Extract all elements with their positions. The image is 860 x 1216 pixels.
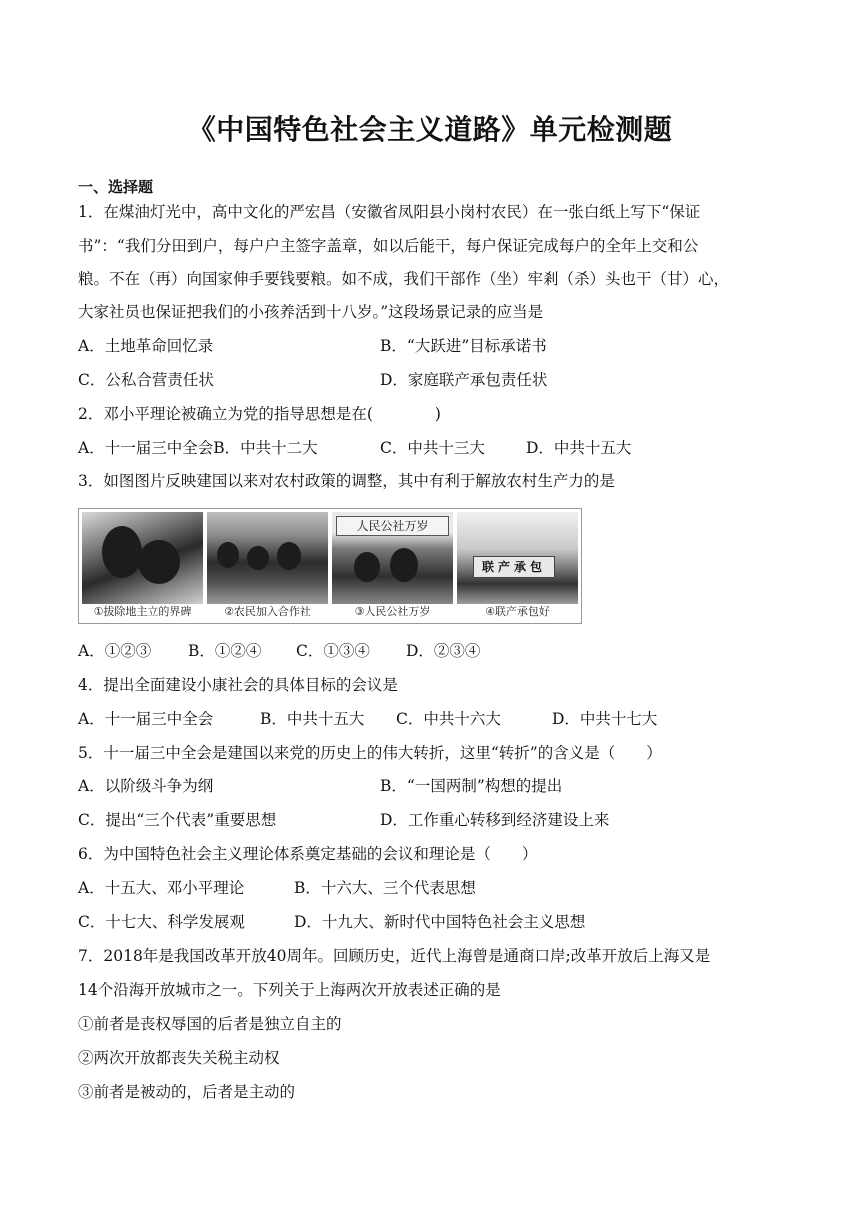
q2-stem: 2．邓小平理论被确立为党的指导思想是在( ): [78, 405, 441, 423]
photo-caption: ④联产承包好: [485, 605, 550, 618]
q2-option-d: D．中共十五大: [526, 439, 632, 457]
q4-option-d: D．中共十七大: [552, 710, 658, 728]
q1-option-a: A．土地革命回忆录: [78, 337, 214, 355]
q6-option-c: C．十七大、科学发展观: [78, 913, 245, 931]
q6-option-a: A．十五大、邓小平理论: [78, 879, 245, 897]
q5-stem: 5．十一届三中全会是建国以来党的历史上的伟大转折，这里“转折”的含义是（ ）: [78, 744, 662, 762]
q3-option-b: B．①②④: [188, 642, 262, 660]
q1-line-3: 粮。不在（再）向国家伸手要钱要粮。如不成，我们干部作（坐）牢剎（杀）头也干（甘）心，: [78, 270, 730, 288]
q1-option-b: B．“大跃进”目标承诺书: [380, 337, 547, 355]
q3-stem: 3．如图图片反映建国以来对农村政策的调整，其中有利于解放农村生产力的是: [78, 472, 615, 490]
q6-option-d: D．十九大、新时代中国特色社会主义思想: [294, 913, 586, 931]
q5-option-b: B．“一国两制”构想的提出: [380, 777, 563, 795]
photo-peoples-commune: [332, 512, 453, 620]
q7-item-3: ③前者是被动的，后者是主动的: [78, 1083, 296, 1101]
q5-option-a: A．以阶级斗争为纲: [78, 777, 214, 795]
page-title: 《中国特色社会主义道路》单元检测题: [187, 113, 673, 146]
photo-caption: ③人民公社万岁: [354, 605, 431, 618]
q4-option-b: B．中共十五大: [260, 710, 365, 728]
photo-image: [82, 512, 203, 604]
q3-photo-strip: [78, 508, 582, 624]
q4-option-a: A．十一届三中全会: [78, 710, 214, 728]
q5-option-c: C．提出“三个代表”重要思想: [78, 811, 277, 829]
q1-line-1: 1．在煤油灯光中，高中文化的严宏昌（安徽省凤阳县小岗村农民）在一张白纸上写下“保证: [78, 203, 701, 221]
q7-item-1: ①前者是丧权辱国的后者是独立自主的: [78, 1015, 342, 1033]
q7-line-2: 14个沿海开放城市之一。下列关于上海两次开放表述正确的是: [78, 981, 501, 999]
photo-image: [207, 512, 328, 604]
photo-banner: 人民公社万岁: [336, 516, 449, 536]
q2-option-c: C．中共十三大: [380, 439, 485, 457]
q3-option-d: D．②③④: [406, 642, 481, 660]
q3-option-a: A．①②③: [78, 642, 152, 660]
photo-contract-responsibility: [457, 512, 578, 620]
q5-option-d: D．工作重心转移到经济建设上来: [380, 811, 610, 829]
q6-option-b: B．十六大、三个代表思想: [294, 879, 476, 897]
photo-image: [457, 512, 578, 604]
section-heading: 一、选择题: [78, 178, 154, 196]
photo-boundary-marker: [82, 512, 203, 620]
q7-item-2: ②两次开放都丧失关税主动权: [78, 1049, 280, 1067]
photo-image: [332, 512, 453, 604]
photo-cooperative: [207, 512, 328, 620]
q7-line-1: 7．2018年是我国改革开放40周年。回顾历史，近代上海曾是通商口岸;改革开放后上海又是: [78, 947, 711, 965]
q4-option-c: C．中共十六大: [396, 710, 501, 728]
photo-caption: ②农民加入合作社: [224, 605, 311, 618]
q1-line-4: 大家社员也保证把我们的小孩养活到十八岁。”这段场景记录的应当是: [78, 303, 544, 321]
q4-stem: 4．提出全面建设小康社会的具体目标的会议是: [78, 676, 398, 694]
q3-option-c: C．①③④: [296, 642, 370, 660]
photo-sign: 联产承包: [473, 556, 555, 578]
q1-line-2: 书”：“我们分田到户，每户户主签字盖章，如以后能干，每户保证完成每户的全年上交和公: [78, 237, 699, 255]
q1-option-d: D．家庭联产承包责任状: [380, 371, 548, 389]
q1-option-c: C．公私合营责任状: [78, 371, 214, 389]
q6-stem: 6．为中国特色社会主义理论体系奠定基础的会议和理论是（ ）: [78, 845, 538, 863]
photo-caption: ①拔除地主立的界碑: [93, 605, 192, 618]
q2-option-a: A．十一届三中全会B．中共十二大: [78, 439, 318, 457]
